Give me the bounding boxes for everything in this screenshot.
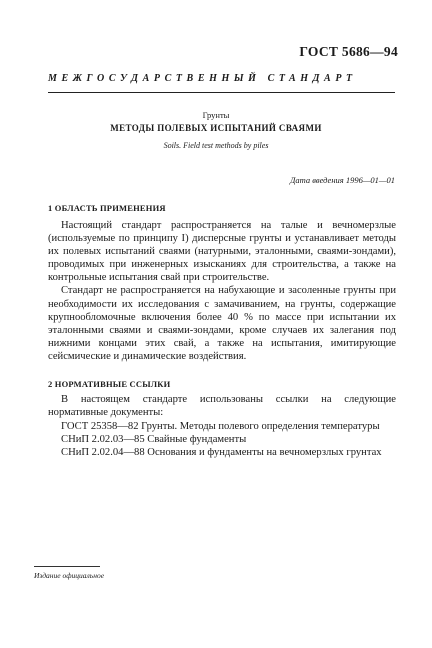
banner-rule (48, 92, 395, 93)
reference-item: СНиП 2.02.04—88 Основания и фундаменты на вечномерзлых грунтах (61, 447, 382, 459)
reference-item: СНиП 2.02.03—85 Свайные фундаменты (61, 434, 247, 446)
document-subject: Грунты (202, 110, 230, 120)
document-title-english: Soils. Field test methods by piles (163, 141, 269, 150)
paragraph: В настоящем стандарте использованы ссылки на следующие нормативные документы: (48, 394, 396, 419)
introduction-date: Дата введения 1996—01—01 (289, 175, 395, 185)
document-number: ГОСТ 5686—94 (299, 44, 398, 59)
edition-note: Издание официальное (34, 571, 105, 580)
section-heading-references: 2 НОРМАТИВНЫЕ ССЫЛКИ (48, 379, 171, 389)
reference-item: ГОСТ 25358—82 Грунты. Методы полевого определения температуры (61, 421, 380, 432)
document-title: МЕТОДЫ ПОЛЕВЫХ ИСПЫТАНИЙ СВАЯМИ (110, 123, 322, 133)
section-body-references (48, 393, 396, 419)
footnote-rule (34, 566, 100, 567)
standard-banner: МЕЖГОСУДАРСТВЕННЫЙ СТАНДАРТ (48, 73, 357, 84)
section-body-scope (48, 219, 396, 363)
paragraph: Настоящий стандарт распространяется на талые и вечномерзлые (используемые по принципу I) дисперсные грунты и устанавливает методы их полевых испытаний сваями (натурными, эталонными, сваями-зондами), проводимых при инженерных изысканиях для строительства, а также на контрольные испытания свай при строительстве. (48, 220, 396, 284)
reference-list (48, 420, 396, 459)
paragraph: Стандарт не распространяется на набухающие и засоленные грунты при необходимости их исследования с замачиванием, на грунты, содержащие крупнообломочные включения более 40 % по массе при испытании их эталонными сваями и сваями-зондами, кроме случаев их залегания под нижними концами этих свай, а также на испытания, имитирующие сейсмические и динамические воздействия. (48, 285, 396, 362)
section-heading-scope: 1 ОБЛАСТЬ ПРИМЕНЕНИЯ (48, 203, 166, 213)
